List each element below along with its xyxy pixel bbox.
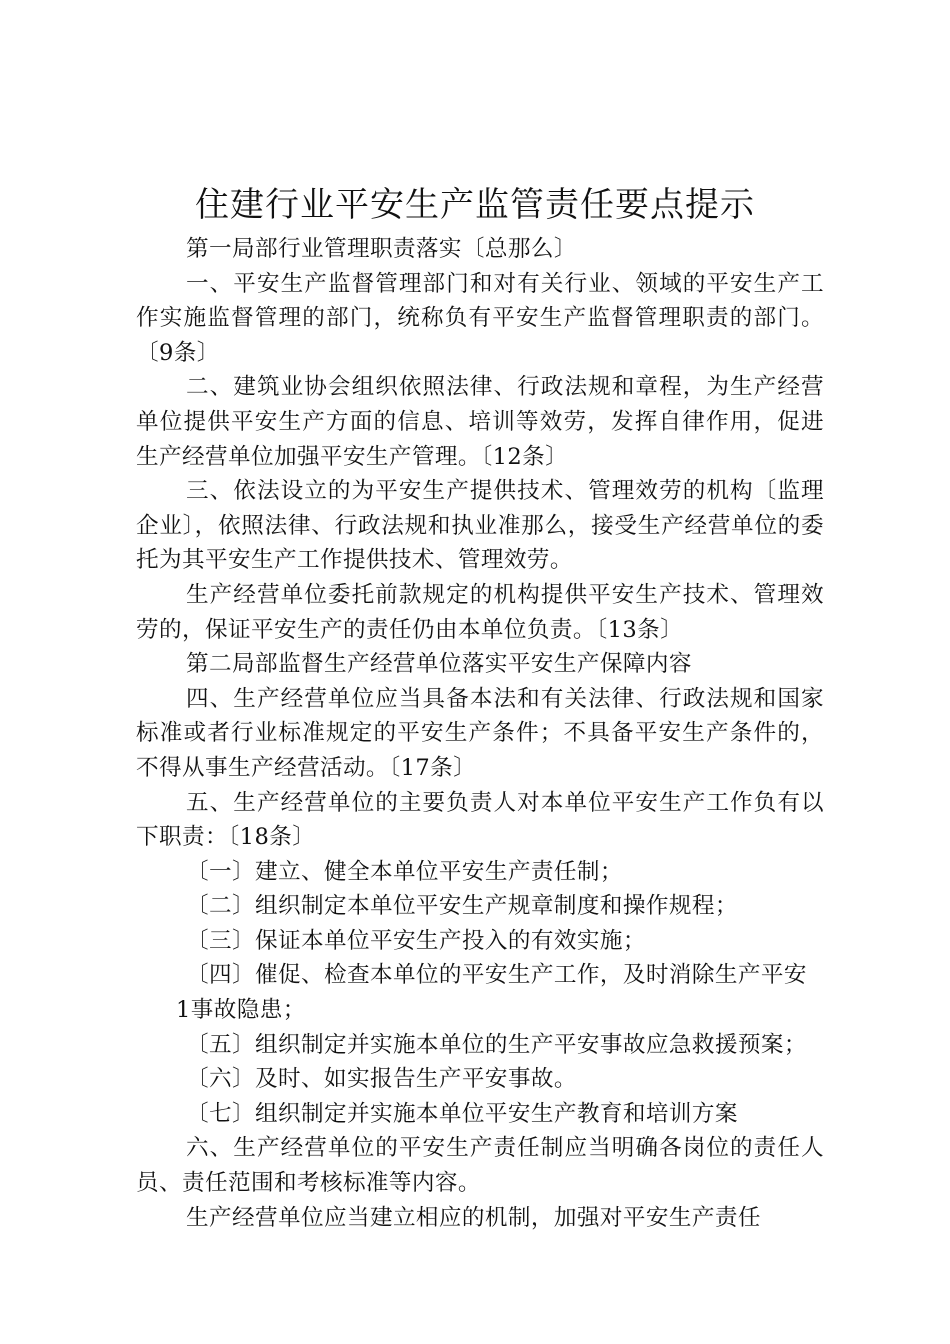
list-item-duty-2: 〔二〕组织制定本单位平安生产规章制度和操作规程；	[186, 893, 738, 920]
paragraph-item-six: 六、生产经营单位的平安生产责任制应当明确各岗位的责任人员、责任范围和考核标准等内容。	[136, 1135, 824, 1197]
paragraph-item-three: 三、依法设立的为平安生产提供技术、管理效劳的机构〔监理企业〕，依照法律、行政法规和执业准那么，接受生产经营单位的委托为其平安生产工作提供技术、管理效劳。	[136, 478, 824, 574]
section-heading-part-one: 第一局部行业管理职责落实〔总那么〕	[186, 236, 577, 262]
list-item-duty-5: 〔五〕组织制定并实施本单位的生产平安事故应急救援预案；	[186, 1031, 807, 1058]
paragraph-item-one: 一、平安生产监督管理部门和对有关行业、领域的平安生产工作实施监督管理的部门，统称负有平安生产监督管理职责的部门。〔9条〕	[136, 270, 824, 366]
list-item-duty-1: 〔一〕建立、健全本单位平安生产责任制；	[186, 858, 623, 885]
list-item-duty-7: 〔七〕组织制定并实施本单位平安生产教育和培训方案	[186, 1100, 738, 1127]
paragraph-item-six-continued: 生产经营单位应当建立相应的机制，加强对平安生产责任	[186, 1204, 761, 1231]
list-item-duty-4: 〔四〕催促、检查本单位的平安生产工作，及时消除生产平安	[186, 962, 807, 989]
list-item-duty-3: 〔三〕保证本单位平安生产投入的有效实施；	[186, 927, 646, 954]
paragraph-item-four: 四、生产经营单位应当具备本法和有关法律、行政法规和国家标准或者行业标准规定的平安生产条件；不具备平安生产条件的，不得从事生产经营活动。〔17条〕	[136, 685, 824, 781]
paragraph-item-two: 二、建筑业协会组织依照法律、行政法规和章程，为生产经营单位提供平安生产方面的信息、培训等效劳，发挥自律作用，促进生产经营单位加强平安生产管理。〔12条〕	[136, 374, 824, 470]
paragraph-item-three-continued: 生产经营单位委托前款规定的机构提供平安生产技术、管理效劳的，保证平安生产的责任仍由本单位负责。〔13条〕	[136, 581, 824, 643]
section-heading-part-two: 第二局部监督生产经营单位落实平安生产保障内容	[186, 651, 692, 678]
list-item-duty-6: 〔六〕及时、如实报告生产平安事故。	[186, 1066, 577, 1093]
paragraph-item-five: 五、生产经营单位的主要负责人对本单位平安生产工作负有以下职责：〔18条〕	[136, 789, 824, 851]
document-title: 住建行业平安生产监管责任要点提示	[195, 185, 755, 225]
document-body	[136, 232, 824, 1235]
list-item-duty-4-continued: 1事故隐患；	[176, 997, 306, 1024]
